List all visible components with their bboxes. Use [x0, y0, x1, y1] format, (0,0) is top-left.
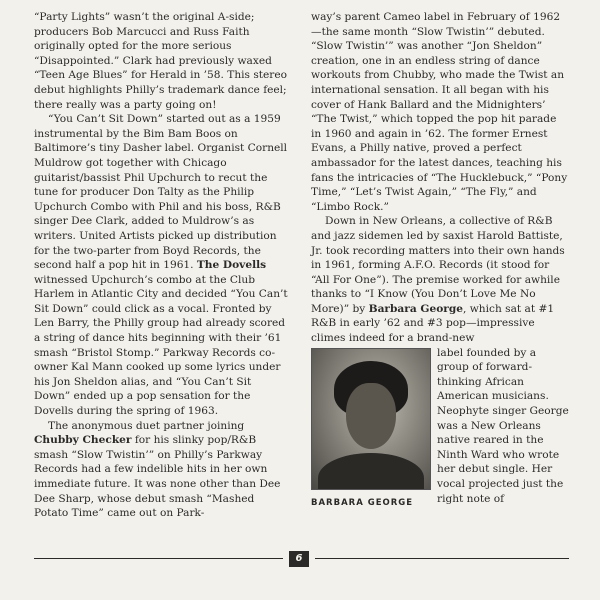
- artist-name: The Dovells: [196, 259, 267, 272]
- paragraph: “You Can’t Sit Down” started out as a 1959 instrumental by the Bim Bam Boos on Baltimore’s tiny Dasher label. Organist Cornell Muldrow got together with Chicago guitarist/bassist Phil Upchurch to recut the tune for producer Don Talty as the Philip Upchurch Combo with Phil and his boss, R&B singer Dee Clark, added to Muldrow’s as writers. United Artists picked up distribution for the two-parter from Boyd Records, the second half a pop hit in 1961. The Dovells witnessed Upchurch’s combo at the Club Harlem in Atlantic City and decided “You Can’t Sit Down” could click as a vocal. Fronted by Len Barry, the Philly group had already scored a string of dance hits beginning with their ’61 smash “Bristol Stomp.” Parkway Records co-owner Kal Mann cooked up some lyrics under his Jon Sheldon alias, and “You Can’t Sit Down” ended up a pop sensation for the Dovells during the spring of 1963.: [34, 113, 288, 418]
- paragraph: The anonymous duet partner joining Chubby Checker for his slinky pop/R&B smash “Slow Twistin’” on Philly’s Parkway Records had a few indelible hits in her own immediate future. It was none other than Dee Dee Sharp, whose debut smash “Mashed Potato Time” came out on Park-: [34, 419, 281, 520]
- right-column: [311, 10, 569, 538]
- photo-caption: BARBARA GEORGE: [311, 497, 414, 508]
- artist-name: Barbara George: [368, 302, 463, 315]
- paragraph: way’s parent Cameo label in February of 1962—the same month “Slow Twistin’” debuted. “Slow Twistin’” was another “Jon Sheldon” creation, one in an endless string of dance workouts from Chubby, who made the Twist an international sensation. It all began with his cover of Hank Ballard and the Midnighters’ “The Twist,” which topped the pop hit parade in 1960 and again in ’62. The former Ernest Evans, a Philly native, proved a perfect ambassador for the latest dances, teaching his fans the intricacies of “The Hucklebuck,” “Pony Time,” “Let’s Twist Again,” “The Fly,” and “Limbo Rock.”: [311, 11, 568, 213]
- artist-name: Chubby Checker: [34, 434, 132, 447]
- footer-rule-right: [315, 558, 569, 559]
- paragraph: Down in New Orleans, a collective of R&B and jazz sidemen led by saxist Harold Battiste, Jr. took recording matters into their own hands in 1961, forming A.F.O. Records (it stood for “All For One”). The premise worked for awhile thanks to “I Know (You Don’t Love Me No More)” by Barbara George, which sat at #1 R&B in early ’62 and #3 pop—impressive climes indeed for a brand-new: [311, 215, 565, 345]
- photo-wrap-area: [311, 346, 569, 538]
- paragraph: “Party Lights” wasn’t the original A-side; producers Bob Marcucci and Russ Faith originally opted for the more serious “Disappointed.” Clark had previously waxed “Teen Age Blues” for Herald in ’58. This stereo debut highlights Philly’s trademark dance feel; there really was a party going on!: [34, 11, 288, 111]
- page-number: 6: [289, 551, 309, 567]
- portrait-photo: [311, 348, 431, 490]
- footer-rule-left: [34, 558, 283, 559]
- wrap-text: label founded by a group of forward-thinking African American musicians. Neophyte singer George was a New Orleans native reared in the Ninth Ward who wrote her debut single. Her vocal projected just the right note of: [437, 346, 569, 505]
- left-column: [34, 10, 288, 521]
- photo-figure: [311, 348, 429, 511]
